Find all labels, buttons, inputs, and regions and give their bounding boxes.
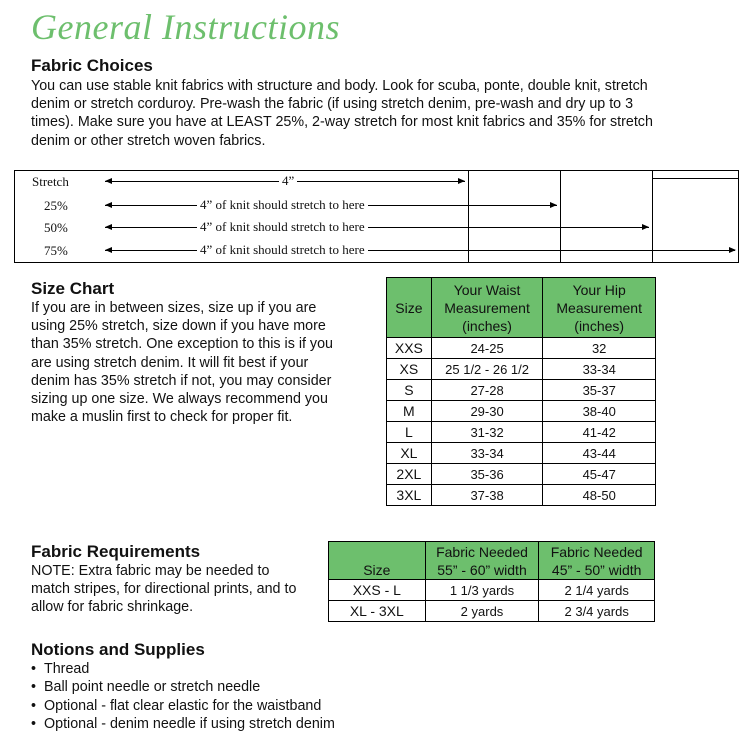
header-line: Your Waist: [453, 281, 521, 298]
header-line: Fabric Needed: [550, 543, 643, 560]
size-cell: XXS - L: [329, 580, 426, 601]
header-line: (inches): [462, 317, 512, 334]
list-item-text: Thread: [44, 661, 90, 677]
list-item-text: Ball point needle or stretch needle: [44, 679, 261, 696]
header-line: (inches): [574, 317, 625, 334]
size-cell: XXS: [387, 338, 432, 359]
hip-column-header: [543, 278, 656, 338]
fabric-requirements-heading: Fabric Requirements: [31, 542, 201, 561]
guide-divider: [652, 178, 738, 179]
table-row: [387, 464, 656, 485]
arrow-left-icon: [105, 202, 112, 208]
size-cell: 2XL: [387, 464, 432, 485]
stretch-guide: [14, 170, 739, 263]
waist-column-header: [431, 278, 543, 338]
hip-cell: 41-42: [543, 422, 656, 443]
header-line: Measurement: [444, 299, 530, 316]
size-cell: 3XL: [387, 485, 432, 506]
hip-cell: 45-47: [543, 464, 656, 485]
fabric-choices-text: [31, 77, 731, 150]
table-row: [329, 601, 655, 622]
fabric-requirements-line: allow for fabric shrinkage.: [31, 599, 194, 616]
arrow-right-icon: [642, 224, 649, 230]
size-chart-heading: Size Chart: [31, 279, 115, 298]
header-line: Measurement: [556, 299, 642, 316]
header-line: Size: [363, 562, 391, 578]
yardage-cell: 2 yards: [425, 601, 539, 622]
list-item-text: Optional - flat clear elastic for the waistband: [44, 697, 322, 714]
size-cell: S: [387, 380, 432, 401]
hip-cell: 38-40: [543, 401, 656, 422]
fabric-choices-heading: Fabric Choices: [31, 56, 153, 75]
fabric-choices-line: times). Make sure you have at LEAST 25%, 2-way stretch for most knit fabrics and 35% for stretch: [31, 114, 653, 131]
arrow-right-icon: [458, 178, 465, 184]
size-chart-line: denim has 35% stretch if not, you may consider: [31, 372, 332, 389]
fabric-requirements-table: [328, 541, 655, 622]
size-chart-line: If you are in between sizes, size up if you are: [31, 300, 317, 316]
waist-cell: 24-25: [431, 338, 543, 359]
size-chart-line: make a muslin first to check for proper fit.: [31, 409, 293, 426]
stretch-row-label: 50%: [44, 220, 68, 235]
stretch-header-arrow-text: 4”: [279, 173, 297, 189]
size-chart-line: are using stretch denim. It will fit best if your: [31, 354, 309, 371]
table-row: [387, 338, 656, 359]
bullet-icon: •: [31, 679, 37, 696]
table-row: [387, 359, 656, 380]
table-row: [387, 443, 656, 464]
waist-cell: 33-34: [431, 443, 543, 464]
stretch-arrow-50: [105, 227, 649, 228]
yardage-cell: 1 1/3 yards: [425, 580, 539, 601]
guide-divider: [560, 171, 561, 262]
fabric-choices-line: denim or other stretch woven fabrics.: [31, 132, 266, 149]
fabric-requirements-line: NOTE: Extra fabric may be needed to: [31, 563, 270, 579]
table-header-row: [387, 278, 656, 338]
guide-divider: [652, 171, 653, 262]
hip-cell: 35-37: [543, 380, 656, 401]
table-header-row: [329, 542, 655, 580]
size-column-header: [329, 542, 426, 580]
header-line: Fabric Needed: [436, 543, 528, 560]
yardage-cell: 2 3/4 yards: [539, 601, 655, 622]
guide-divider: [468, 171, 469, 262]
waist-cell: 35-36: [431, 464, 543, 485]
stretch-header-label: Stretch: [32, 174, 69, 189]
width55-column-header: [425, 542, 539, 580]
hip-cell: 48-50: [543, 485, 656, 506]
yardage-cell: 2 1/4 yards: [539, 580, 655, 601]
size-cell: XL: [387, 443, 432, 464]
bullet-icon: •: [31, 716, 37, 733]
hip-cell: 43-44: [543, 443, 656, 464]
size-cell: L: [387, 422, 432, 443]
fabric-requirements-line: match stripes, for directional prints, and to: [31, 581, 297, 598]
size-chart-line: than 35% stretch. One exception to this is if you: [31, 336, 333, 353]
table-row: [387, 485, 656, 506]
waist-cell: 29-30: [431, 401, 543, 422]
size-column-header: Size: [387, 278, 432, 338]
arrow-left-icon: [105, 224, 112, 230]
stretch-row-text: 4” of knit should stretch to here: [197, 219, 368, 235]
arrow-left-icon: [105, 247, 112, 253]
size-chart-line: sizing up one size. We always recommend you: [31, 391, 328, 408]
size-chart-table: [386, 277, 656, 506]
waist-cell: 25 1/2 - 26 1/2: [431, 359, 543, 380]
waist-cell: 27-28: [431, 380, 543, 401]
hip-cell: 33-34: [543, 359, 656, 380]
list-item: [31, 660, 335, 678]
table-row: [387, 422, 656, 443]
table-row: [329, 580, 655, 601]
stretch-row-label: 75%: [44, 243, 68, 258]
size-cell: M: [387, 401, 432, 422]
stretch-row-text: 4” of knit should stretch to here: [197, 197, 368, 213]
header-line: 45” - 50” width: [551, 561, 642, 578]
stretch-row-text: 4” of knit should stretch to here: [197, 242, 368, 258]
arrow-right-icon: [550, 202, 557, 208]
stretch-row-label: 25%: [44, 198, 68, 213]
size-chart-line: using 25% stretch, size down if you have more: [31, 318, 326, 335]
notions-list: [31, 660, 335, 734]
fabric-choices-line: denim or stretch corduroy. Pre-wash the fabric (if using stretch denim, pre-wash and dry up to 3: [31, 96, 634, 113]
page-title: General Instructions: [31, 7, 340, 47]
fabric-requirements-text: [31, 562, 331, 617]
bullet-icon: •: [31, 661, 37, 677]
list-item: [31, 678, 335, 696]
width45-column-header: [539, 542, 655, 580]
size-chart-text: [31, 299, 376, 426]
size-cell: XS: [387, 359, 432, 380]
arrow-left-icon: [105, 178, 112, 184]
list-item-text: Optional - denim needle if using stretch denim: [44, 716, 335, 733]
list-item: [31, 715, 335, 733]
waist-cell: 31-32: [431, 422, 543, 443]
bullet-icon: •: [31, 697, 37, 714]
table-row: [387, 380, 656, 401]
hip-cell: 32: [543, 338, 656, 359]
notions-heading: Notions and Supplies: [31, 640, 205, 659]
header-line: Your Hip: [572, 281, 626, 298]
waist-cell: 37-38: [431, 485, 543, 506]
size-cell: XL - 3XL: [329, 601, 426, 622]
header-line: 55” - 60” width: [437, 561, 527, 578]
table-row: [387, 401, 656, 422]
list-item: [31, 697, 335, 715]
arrow-right-icon: [729, 247, 736, 253]
fabric-choices-line: You can use stable knit fabrics with structure and body. Look for scuba, ponte, double knit, stretch: [31, 78, 648, 94]
